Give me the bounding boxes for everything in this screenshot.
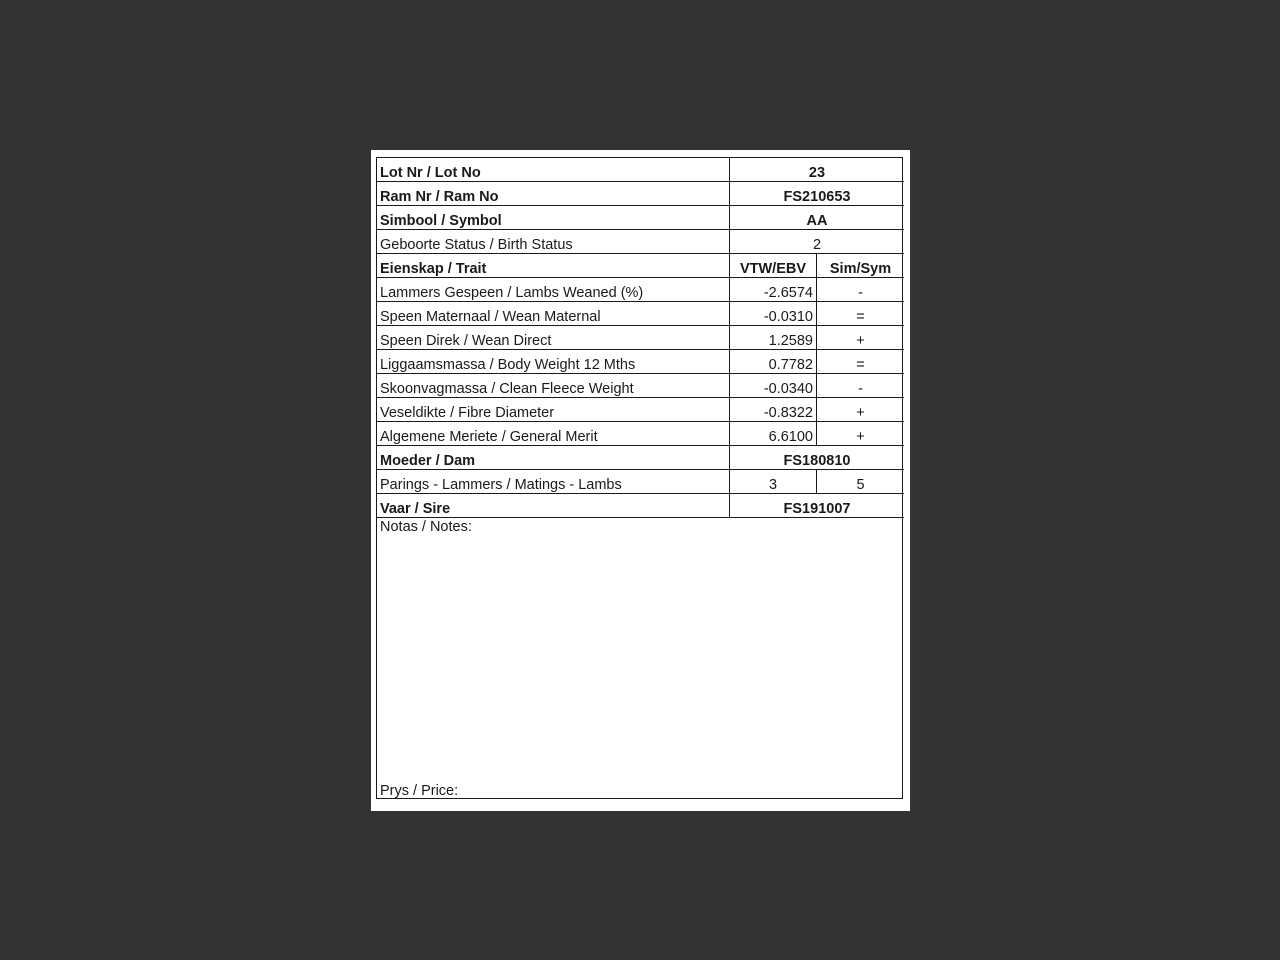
trait-row bbox=[377, 398, 904, 422]
trait-label: Veseldikte / Fibre Diameter bbox=[377, 398, 730, 421]
lot-row bbox=[377, 158, 904, 182]
ram-row bbox=[377, 182, 904, 206]
trait-row bbox=[377, 350, 904, 374]
birth-status-value: 2 bbox=[812, 237, 822, 253]
matings-label: Parings - Lammers / Matings - Lambs bbox=[377, 470, 730, 493]
lot-label: Lot Nr / Lot No bbox=[377, 158, 730, 181]
trait-sym: + bbox=[856, 405, 865, 421]
trait-sym: - bbox=[858, 381, 863, 397]
trait-row bbox=[377, 374, 904, 398]
trait-sym: = bbox=[856, 357, 865, 373]
trait-label: Speen Direk / Wean Direct bbox=[377, 326, 730, 349]
trait-label: Liggaamsmassa / Body Weight 12 Mths bbox=[377, 350, 730, 373]
price-label: Prys / Price: bbox=[380, 783, 459, 799]
symbol-label: Simbool / Symbol bbox=[377, 206, 730, 229]
trait-ebv: -2.6574 bbox=[730, 278, 817, 301]
dam-value: FS180810 bbox=[783, 453, 851, 469]
trait-sym: - bbox=[858, 285, 863, 301]
birth-status-row bbox=[377, 230, 904, 254]
trait-row bbox=[377, 302, 904, 326]
trait-label: Algemene Meriete / General Merit bbox=[377, 422, 730, 445]
lambs-count: 5 bbox=[856, 477, 865, 493]
symbol-value: AA bbox=[806, 213, 828, 229]
sire-value: FS191007 bbox=[783, 501, 851, 517]
dam-row bbox=[377, 446, 904, 470]
trait-ebv: -0.0310 bbox=[730, 302, 817, 325]
trait-header-row bbox=[377, 254, 904, 278]
ebv-header: VTW/EBV bbox=[730, 254, 817, 277]
trait-row bbox=[377, 278, 904, 302]
matings-count: 3 bbox=[730, 470, 817, 493]
trait-ebv: 0.7782 bbox=[730, 350, 817, 373]
lot-value: 23 bbox=[808, 165, 826, 181]
dam-label: Moeder / Dam bbox=[377, 446, 730, 469]
trait-ebv: 1.2589 bbox=[730, 326, 817, 349]
trait-label: Skoonvagmassa / Clean Fleece Weight bbox=[377, 374, 730, 397]
trait-sym: + bbox=[856, 429, 865, 445]
notes-label: Notas / Notes: bbox=[380, 519, 472, 535]
catalogue-page bbox=[371, 150, 910, 811]
birth-status-label: Geboorte Status / Birth Status bbox=[377, 230, 730, 253]
matings-row bbox=[377, 470, 904, 494]
trait-label: Speen Maternaal / Wean Maternal bbox=[377, 302, 730, 325]
sym-header: Sim/Sym bbox=[829, 261, 892, 277]
trait-ebv: -0.0340 bbox=[730, 374, 817, 397]
symbol-row bbox=[377, 206, 904, 230]
ram-label: Ram Nr / Ram No bbox=[377, 182, 730, 205]
trait-ebv: 6.6100 bbox=[730, 422, 817, 445]
trait-sym: = bbox=[856, 309, 865, 325]
trait-label: Lammers Gespeen / Lambs Weaned (%) bbox=[377, 278, 730, 301]
ram-value: FS210653 bbox=[783, 189, 851, 205]
ram-info-sheet bbox=[376, 157, 903, 799]
trait-row bbox=[377, 326, 904, 350]
trait-ebv: -0.8322 bbox=[730, 398, 817, 421]
trait-header-label: Eienskap / Trait bbox=[377, 254, 730, 277]
notes-area bbox=[377, 515, 904, 799]
trait-sym: + bbox=[856, 333, 865, 349]
trait-row bbox=[377, 422, 904, 446]
sire-label: Vaar / Sire bbox=[377, 494, 730, 517]
